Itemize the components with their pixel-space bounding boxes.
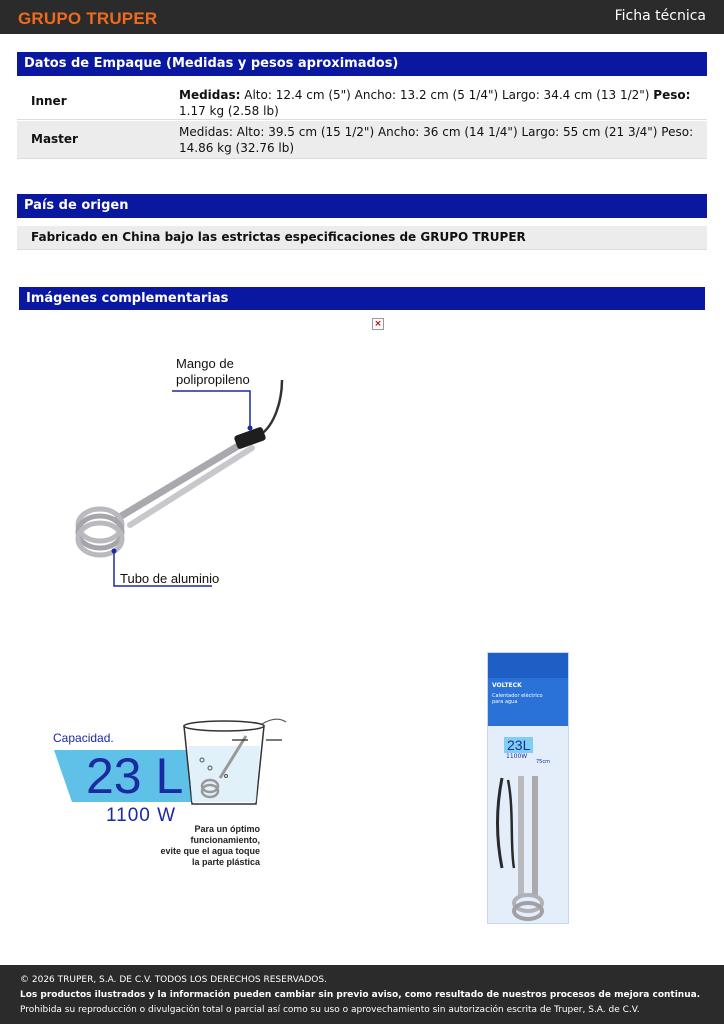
origin-text: Fabricado en China bajo las estrictas especificaciones de GRUPO TRUPER bbox=[17, 226, 707, 250]
packaging-row-inner bbox=[17, 80, 707, 120]
capacity-note-line4: la parte plástica bbox=[191, 857, 260, 867]
weight-value: 1.17 kg (2.58 lb) bbox=[179, 104, 279, 118]
package-header bbox=[488, 653, 568, 678]
package-photo bbox=[487, 652, 569, 924]
handle-callout bbox=[176, 356, 250, 388]
handle-callout-line1: Mango de bbox=[176, 356, 234, 371]
package-heater-svg bbox=[488, 768, 568, 923]
capacity-power: 1100 W bbox=[106, 805, 177, 826]
broken-image-icon: × bbox=[372, 318, 384, 330]
footer bbox=[0, 965, 724, 1024]
document-type: Ficha técnica bbox=[614, 8, 706, 24]
capacity-note-line1: Para un óptimo bbox=[194, 824, 260, 834]
row-value bbox=[179, 87, 699, 119]
handle-callout-line2: polipropileno bbox=[176, 372, 250, 387]
images-section-title: Imágenes complementarias bbox=[19, 287, 705, 310]
footer-notice: Los productos ilustrados y la información pueden cambiar sin previo aviso, como resultado de nuestros procesos de mejora continua. bbox=[20, 990, 701, 1000]
package-desc bbox=[492, 693, 543, 705]
package-brand: VOLTECK bbox=[492, 682, 522, 689]
measures-label: Medidas: bbox=[179, 88, 241, 102]
row-label: Master bbox=[31, 132, 78, 146]
capacity-note-line2: funcionamiento, bbox=[190, 835, 260, 845]
measures-value: Alto: 12.4 cm (5") Ancho: 13.2 cm (5 1/4") Largo: 34.4 cm (13 1/2") bbox=[244, 88, 650, 102]
package-desc-line1: Calentador eléctrico bbox=[492, 693, 543, 699]
brand-logo: GRUPO TRUPER bbox=[18, 9, 158, 28]
origin-section-title: País de origen bbox=[17, 194, 707, 218]
capacity-note-line3: evite que el agua toque bbox=[160, 846, 260, 856]
tube-callout: Tubo de aluminio bbox=[120, 571, 220, 586]
footer-copyright: © 2026 TRUPER, S.A. DE C.V. TODOS LOS DERECHOS RESERVADOS. bbox=[20, 975, 327, 985]
capacity-label: Capacidad. bbox=[53, 731, 114, 745]
package-length: 75cm bbox=[536, 759, 550, 765]
row-value: Medidas: Alto: 39.5 cm (15 1/2") Ancho: 36 cm (14 1/4") Largo: 55 cm (21 3/4") Peso: 14.86 kg (32.76 lb) bbox=[179, 125, 694, 155]
row-label: Inner bbox=[31, 94, 67, 108]
package-desc-line2: para agua bbox=[492, 699, 518, 705]
weight-label: Peso: bbox=[653, 88, 691, 102]
capacity-value: 23 L bbox=[86, 748, 184, 804]
package-capacity: 23L bbox=[504, 737, 533, 753]
package-power: 1100W bbox=[506, 753, 528, 760]
footer-prohibition: Prohibida su reproducción o divulgación total o parcial así como su uso o aprovechamiento sin autorización escrita de Truper, S.A. de C.V. bbox=[20, 1005, 640, 1015]
packaging-row-master bbox=[17, 121, 707, 159]
top-bar bbox=[0, 0, 724, 34]
capacity-note bbox=[150, 824, 260, 868]
packaging-section-title: Datos de Empaque (Medidas y pesos aproximados) bbox=[17, 52, 707, 76]
